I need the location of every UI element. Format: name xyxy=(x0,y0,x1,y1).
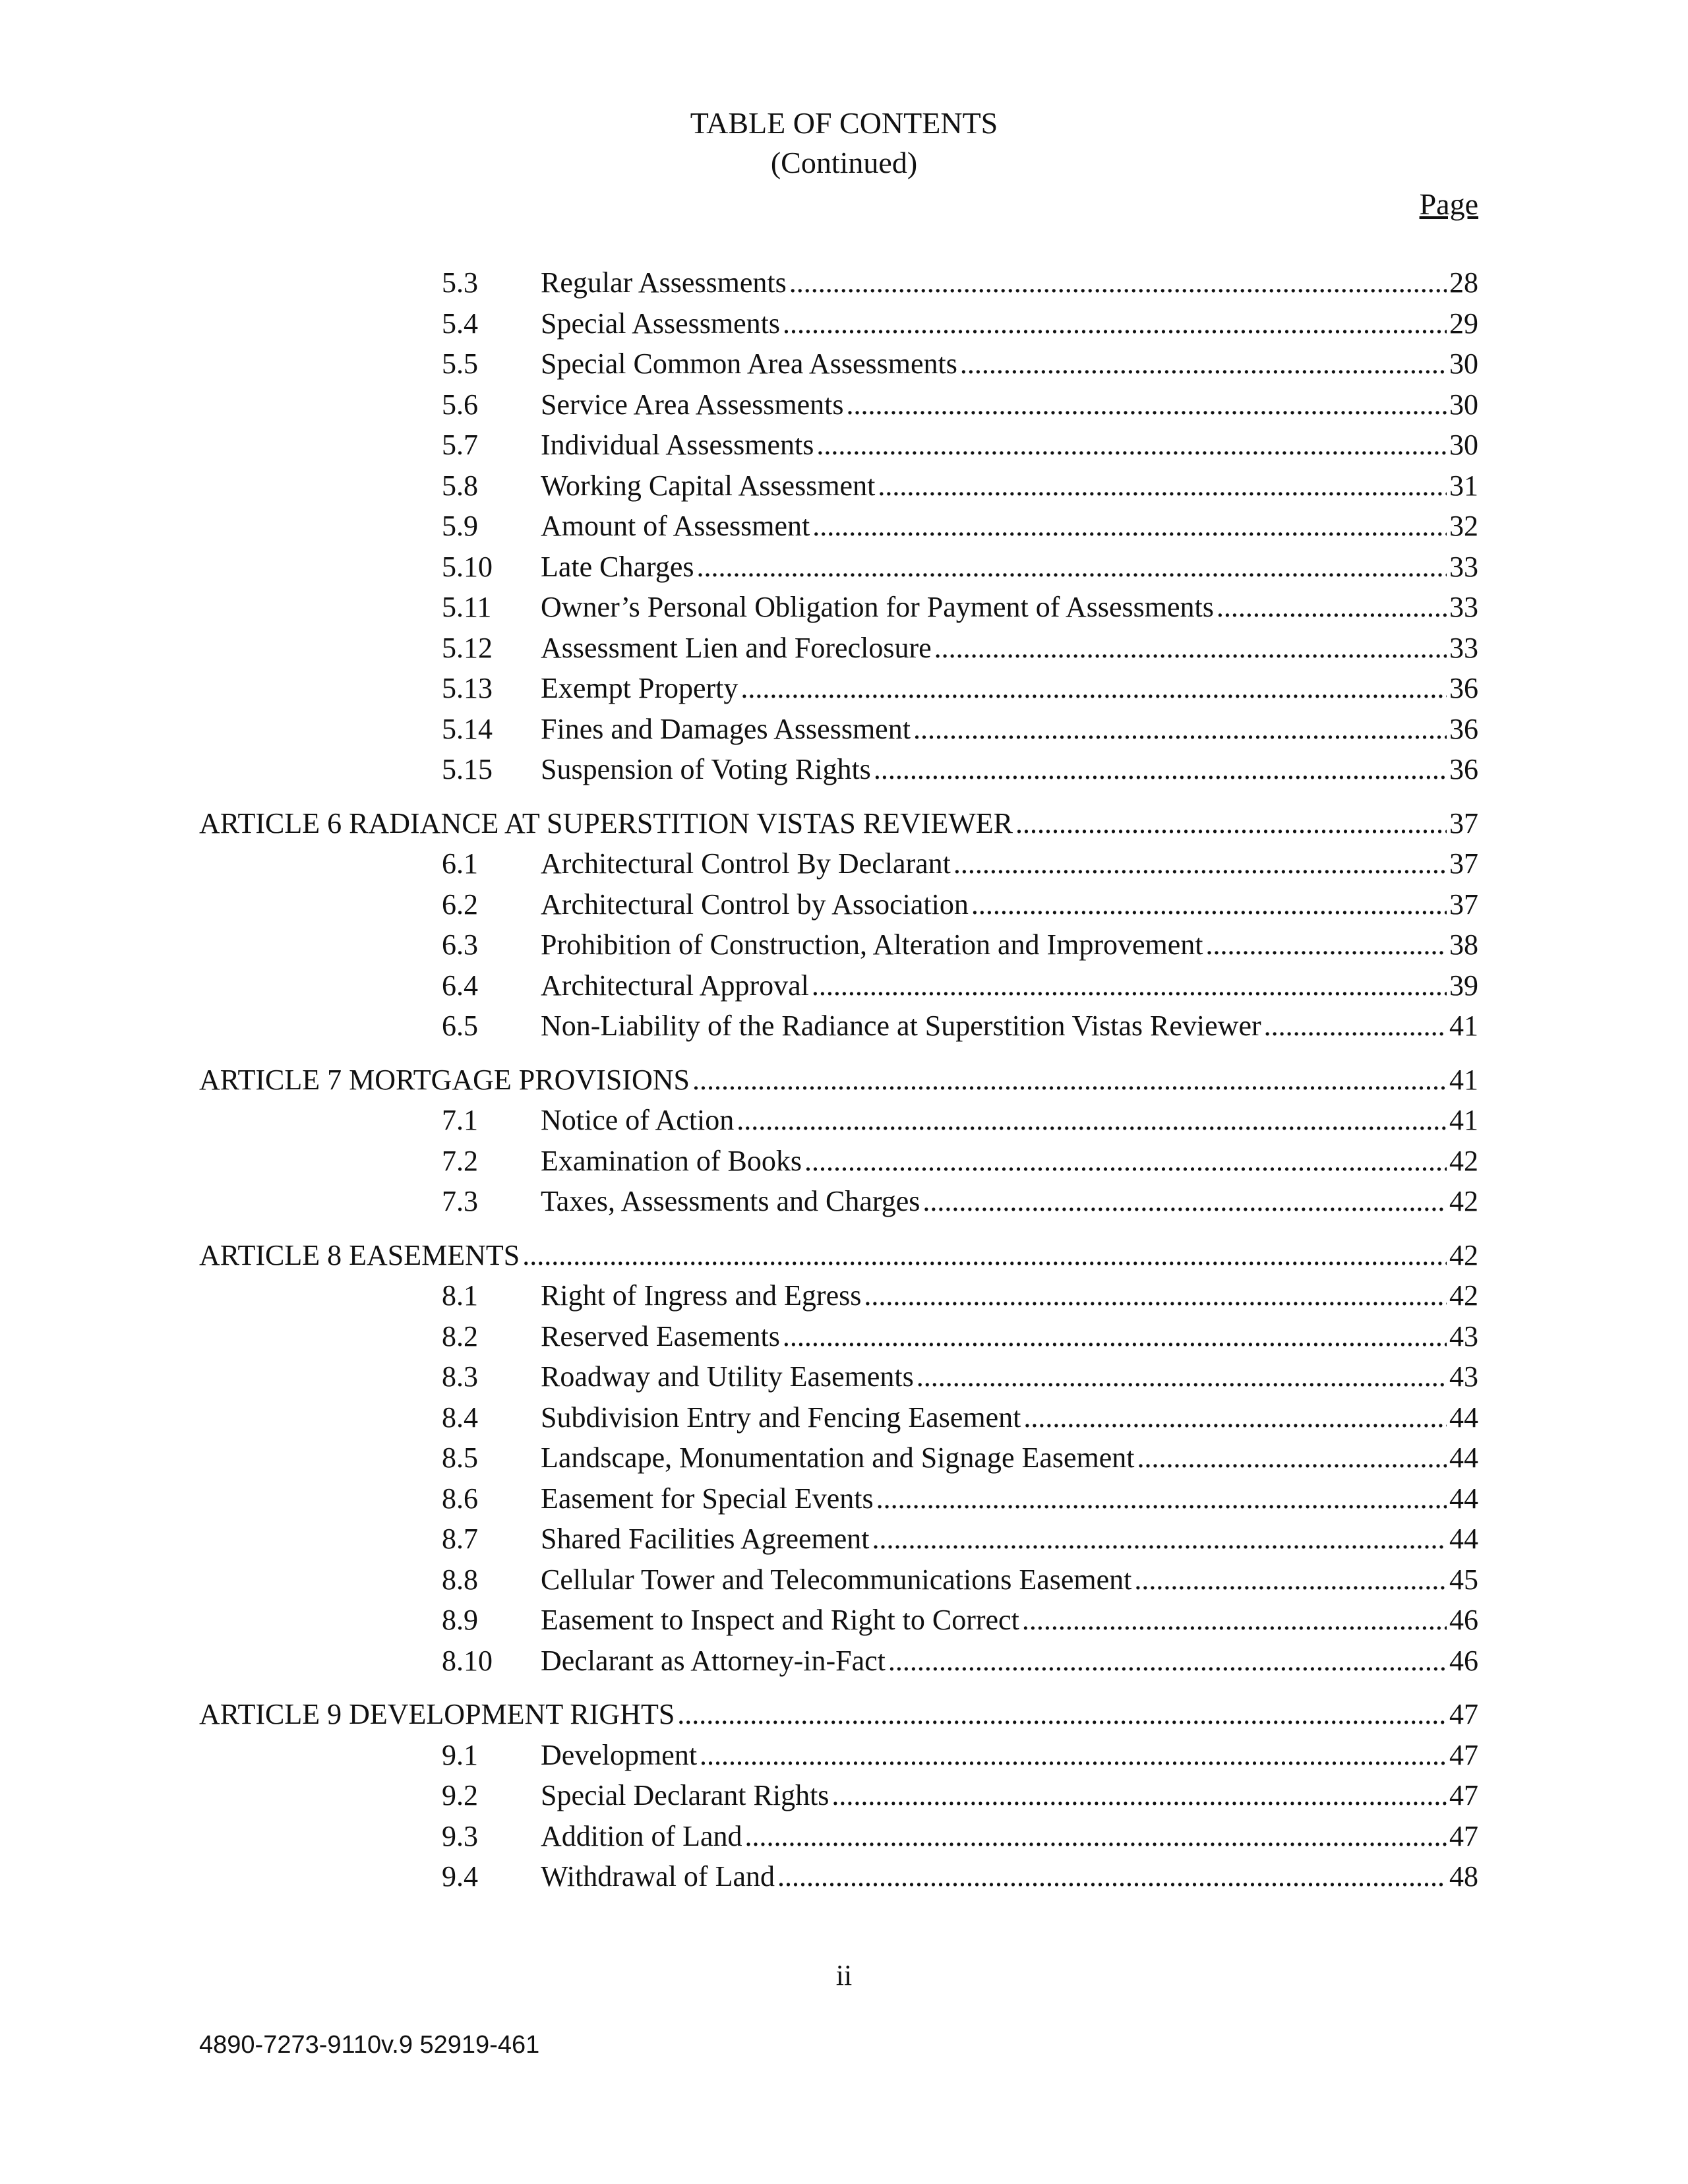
section-number: 7.1 xyxy=(442,1104,478,1136)
page-reference: 30 xyxy=(1449,429,1478,461)
toc-section-row xyxy=(442,1817,1478,1856)
toc-section-row xyxy=(442,669,1478,708)
dot-leader xyxy=(934,629,1447,667)
page-reference: 32 xyxy=(1449,510,1478,542)
page-reference: 31 xyxy=(1449,469,1478,502)
page-number: ii xyxy=(835,1959,853,1991)
toc-section-row xyxy=(442,1439,1478,1477)
section-title: Roadway and Utility Easements xyxy=(541,1360,914,1393)
dot-leader xyxy=(922,1182,1447,1221)
dot-leader xyxy=(677,1695,1447,1734)
toc-section-row xyxy=(442,629,1478,667)
dot-leader xyxy=(1217,588,1447,626)
article-title: ARTICLE 9 DEVELOPMENT RIGHTS xyxy=(199,1698,675,1730)
dot-leader xyxy=(888,1642,1447,1680)
dot-leader xyxy=(864,1277,1447,1315)
toc-section-row xyxy=(442,305,1478,343)
page-reference: 28 xyxy=(1449,266,1478,299)
section-number: 6.4 xyxy=(442,969,478,1002)
toc-article-row xyxy=(199,1061,1478,1099)
dot-leader xyxy=(1137,1439,1447,1477)
page-reference: 43 xyxy=(1449,1320,1478,1352)
page-reference: 37 xyxy=(1449,806,1478,839)
page-reference: 37 xyxy=(1449,888,1478,921)
section-title: Special Assessments xyxy=(541,307,780,340)
toc-section-row xyxy=(442,264,1478,302)
section-number: 5.13 xyxy=(442,672,493,704)
toc-section-row xyxy=(442,1399,1478,1437)
section-title: Easement to Inspect and Right to Correct xyxy=(541,1604,1019,1636)
page-reference: 42 xyxy=(1449,1279,1478,1312)
dot-leader xyxy=(1015,804,1447,843)
page-reference: 47 xyxy=(1449,1779,1478,1811)
toc-section-row xyxy=(442,926,1478,964)
section-title: Special Common Area Assessments xyxy=(541,348,957,380)
section-title: Easement for Special Events xyxy=(541,1482,874,1515)
section-number: 5.10 xyxy=(442,550,493,583)
toc-subtitle: (Continued) xyxy=(770,146,918,179)
toc-article-row xyxy=(199,1236,1478,1275)
section-number: 6.2 xyxy=(442,888,478,921)
section-title: Working Capital Assessment xyxy=(541,469,876,502)
page-reference: 43 xyxy=(1449,1360,1478,1393)
page-column-header: Page xyxy=(1419,187,1478,221)
section-number: 6.5 xyxy=(442,1010,478,1042)
dot-leader xyxy=(783,305,1447,343)
dot-leader xyxy=(878,467,1447,505)
dot-leader xyxy=(737,1101,1447,1139)
toc-section-row xyxy=(442,507,1478,545)
dot-leader xyxy=(1022,1601,1447,1639)
page-reference: 42 xyxy=(1449,1185,1478,1217)
page-reference: 42 xyxy=(1449,1144,1478,1177)
section-number: 6.3 xyxy=(442,928,478,961)
page-reference: 41 xyxy=(1449,1063,1478,1096)
page-reference: 39 xyxy=(1449,969,1478,1002)
section-number: 8.7 xyxy=(442,1523,478,1555)
page-reference: 44 xyxy=(1449,1523,1478,1555)
dot-leader xyxy=(872,1520,1447,1558)
section-title: Cellular Tower and Telecommunications Easement xyxy=(541,1563,1132,1596)
dot-leader xyxy=(745,1817,1447,1856)
page-reference: 29 xyxy=(1449,307,1478,340)
toc-article-row xyxy=(199,804,1478,843)
toc-section-row xyxy=(442,750,1478,789)
section-number: 8.2 xyxy=(442,1320,478,1352)
toc-section-row xyxy=(442,1101,1478,1139)
page-reference: 46 xyxy=(1449,1644,1478,1677)
toc-section-row xyxy=(442,1318,1478,1356)
section-title: Fines and Damages Assessment xyxy=(541,712,911,745)
page-reference: 46 xyxy=(1449,1604,1478,1636)
page-reference: 37 xyxy=(1449,847,1478,880)
page-reference: 47 xyxy=(1449,1819,1478,1852)
section-number: 8.9 xyxy=(442,1604,478,1636)
page-reference: 33 xyxy=(1449,591,1478,623)
toc-section-row xyxy=(442,1858,1478,1896)
toc-section-row xyxy=(442,1007,1478,1045)
section-title: Subdivision Entry and Fencing Easement xyxy=(541,1401,1021,1434)
section-title: Architectural Control By Declarant xyxy=(541,847,951,880)
toc-title: TABLE OF CONTENTS xyxy=(690,106,998,140)
page-reference: 33 xyxy=(1449,550,1478,583)
dot-leader xyxy=(1264,1007,1447,1045)
section-number: 5.9 xyxy=(442,510,478,542)
toc-article-row xyxy=(199,1695,1478,1734)
toc-section-row xyxy=(442,548,1478,586)
section-title: Regular Assessments xyxy=(541,266,787,299)
dot-leader xyxy=(831,1776,1447,1815)
dot-leader xyxy=(1023,1399,1447,1437)
section-number: 5.5 xyxy=(442,348,478,380)
section-number: 5.6 xyxy=(442,388,478,421)
toc-section-row xyxy=(442,1142,1478,1180)
page-reference: 30 xyxy=(1449,348,1478,380)
dot-leader xyxy=(804,1142,1447,1180)
page-reference: 38 xyxy=(1449,928,1478,961)
page-reference: 48 xyxy=(1449,1860,1478,1893)
section-title: Owner’s Personal Obligation for Payment of Assessments xyxy=(541,591,1214,623)
section-title: Prohibition of Construction, Alteration and Improvement xyxy=(541,928,1203,961)
section-number: 6.1 xyxy=(442,847,478,880)
section-title: Notice of Action xyxy=(541,1104,735,1136)
section-title: Exempt Property xyxy=(541,672,738,704)
page-reference: 44 xyxy=(1449,1401,1478,1434)
toc-section-row xyxy=(442,1601,1478,1639)
page-reference: 47 xyxy=(1449,1738,1478,1771)
page-reference: 30 xyxy=(1449,388,1478,421)
dot-leader xyxy=(846,386,1447,424)
section-title: Shared Facilities Agreement xyxy=(541,1523,870,1555)
section-title: Landscape, Monumentation and Signage Easement xyxy=(541,1441,1135,1474)
section-number: 5.3 xyxy=(442,266,478,299)
article-title: ARTICLE 7 MORTGAGE PROVISIONS xyxy=(199,1063,690,1096)
page-reference: 36 xyxy=(1449,672,1478,704)
dot-leader xyxy=(700,1736,1447,1774)
section-number: 8.5 xyxy=(442,1441,478,1474)
section-number: 9.4 xyxy=(442,1860,478,1893)
article-title: ARTICLE 6 RADIANCE AT SUPERSTITION VISTAS REVIEWER xyxy=(199,806,1013,839)
section-number: 5.12 xyxy=(442,631,493,664)
toc-section-row xyxy=(442,710,1478,748)
section-number: 5.15 xyxy=(442,753,493,785)
toc-section-row xyxy=(442,1561,1478,1599)
page-reference: 45 xyxy=(1449,1563,1478,1596)
toc-section-row xyxy=(442,1520,1478,1558)
page-reference: 41 xyxy=(1449,1010,1478,1042)
dot-leader xyxy=(522,1236,1447,1275)
section-title: Assessment Lien and Foreclosure xyxy=(541,631,932,664)
toc-section-row xyxy=(442,1776,1478,1815)
dot-leader xyxy=(812,507,1447,545)
section-number: 8.1 xyxy=(442,1279,478,1312)
toc-section-row xyxy=(442,1358,1478,1396)
section-title: Addition of Land xyxy=(541,1819,742,1852)
dot-leader xyxy=(697,548,1447,586)
dot-leader xyxy=(960,345,1447,383)
toc-section-row xyxy=(442,967,1478,1005)
section-number: 7.2 xyxy=(442,1144,478,1177)
section-title: Late Charges xyxy=(541,550,694,583)
toc-section-row xyxy=(442,1736,1478,1774)
toc-section-row xyxy=(442,386,1478,424)
section-title: Service Area Assessments xyxy=(541,388,844,421)
dot-leader xyxy=(913,710,1447,748)
section-title: Individual Assessments xyxy=(541,429,814,461)
page-reference: 33 xyxy=(1449,631,1478,664)
toc-section-row xyxy=(442,845,1478,883)
dot-leader xyxy=(777,1858,1447,1896)
dot-leader xyxy=(917,1358,1447,1396)
section-number: 9.1 xyxy=(442,1738,478,1771)
dot-leader xyxy=(874,750,1447,789)
dot-leader xyxy=(876,1480,1447,1518)
section-number: 7.3 xyxy=(442,1185,478,1217)
page-reference: 36 xyxy=(1449,753,1478,785)
dot-leader xyxy=(1134,1561,1447,1599)
toc-section-row xyxy=(442,886,1478,924)
section-number: 5.14 xyxy=(442,712,493,745)
section-number: 8.3 xyxy=(442,1360,478,1393)
section-title: Architectural Approval xyxy=(541,969,809,1002)
section-number: 9.3 xyxy=(442,1819,478,1852)
dot-leader xyxy=(1206,926,1447,964)
section-number: 5.4 xyxy=(442,307,478,340)
toc-section-row xyxy=(442,1182,1478,1221)
toc-section-row xyxy=(442,467,1478,505)
toc-section-row xyxy=(442,345,1478,383)
page-reference: 42 xyxy=(1449,1238,1478,1271)
section-number: 8.6 xyxy=(442,1482,478,1515)
toc-section-row xyxy=(442,1642,1478,1680)
toc-section-row xyxy=(442,1277,1478,1315)
dot-leader xyxy=(789,264,1447,302)
section-title: Suspension of Voting Rights xyxy=(541,753,871,785)
section-number: 8.8 xyxy=(442,1563,478,1596)
section-title: Right of Ingress and Egress xyxy=(541,1279,862,1312)
section-title: Development xyxy=(541,1738,698,1771)
dot-leader xyxy=(783,1318,1447,1356)
toc-section-row xyxy=(442,588,1478,626)
dot-leader xyxy=(816,426,1447,464)
section-title: Declarant as Attorney-in-Fact xyxy=(541,1644,886,1677)
dot-leader xyxy=(812,967,1447,1005)
section-title: Taxes, Assessments and Charges xyxy=(541,1185,920,1217)
toc-section-row xyxy=(442,426,1478,464)
page-reference: 36 xyxy=(1449,712,1478,745)
document-id: 4890-7273-9110v.9 52919-461 xyxy=(199,2031,540,2059)
section-title: Non-Liability of the Radiance at Superstition Vistas Reviewer xyxy=(541,1010,1261,1042)
section-number: 9.2 xyxy=(442,1779,478,1811)
section-number: 5.7 xyxy=(442,429,478,461)
dot-leader xyxy=(740,669,1447,708)
section-number: 5.8 xyxy=(442,469,478,502)
dot-leader xyxy=(971,886,1447,924)
section-title: Examination of Books xyxy=(541,1144,802,1177)
section-title: Architectural Control by Association xyxy=(541,888,969,921)
section-title: Withdrawal of Land xyxy=(541,1860,775,1893)
dot-leader xyxy=(953,845,1447,883)
section-title: Amount of Assessment xyxy=(541,510,810,542)
section-title: Special Declarant Rights xyxy=(541,1779,829,1811)
dot-leader xyxy=(692,1061,1447,1099)
page-reference: 41 xyxy=(1449,1104,1478,1136)
page-reference: 47 xyxy=(1449,1698,1478,1730)
toc-section-row xyxy=(442,1480,1478,1518)
section-number: 5.11 xyxy=(442,591,492,623)
article-title: ARTICLE 8 EASEMENTS xyxy=(199,1238,520,1271)
section-number: 8.4 xyxy=(442,1401,478,1434)
page-reference: 44 xyxy=(1449,1441,1478,1474)
page-reference: 44 xyxy=(1449,1482,1478,1515)
section-number: 8.10 xyxy=(442,1644,493,1677)
section-title: Reserved Easements xyxy=(541,1320,780,1352)
